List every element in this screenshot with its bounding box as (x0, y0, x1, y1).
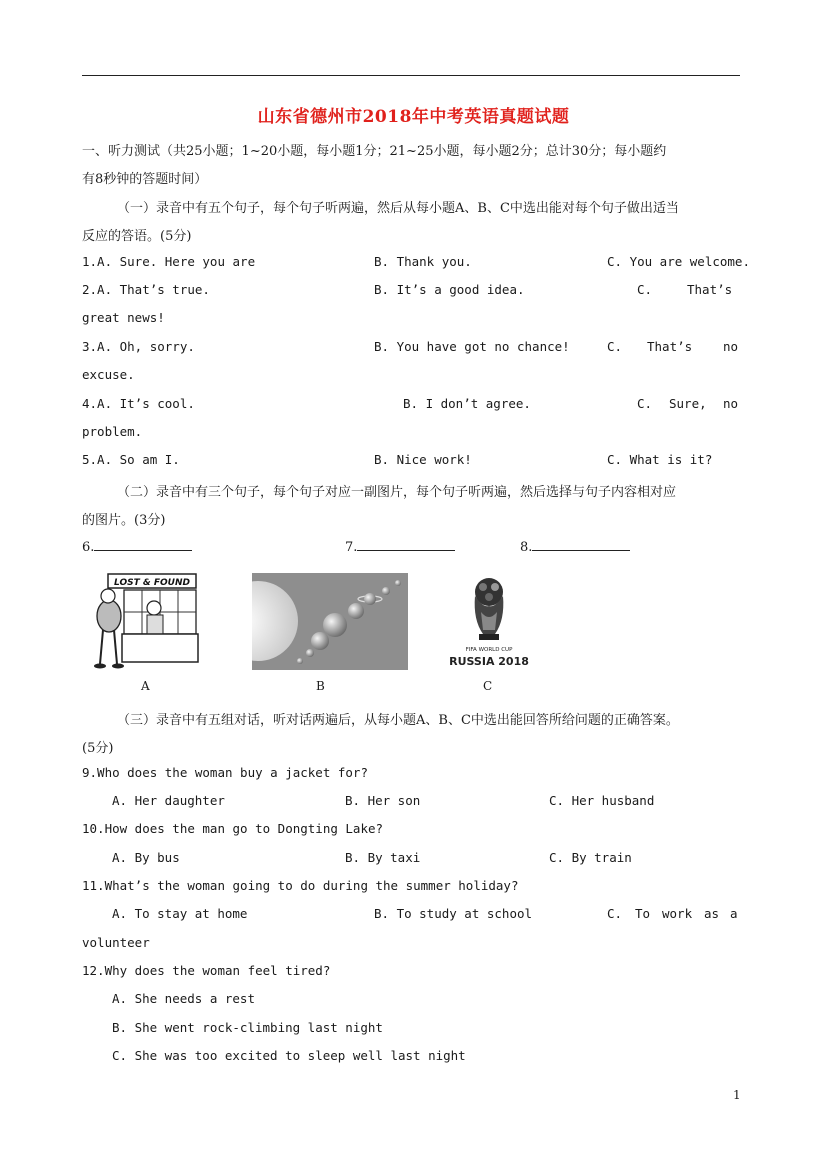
section1-heading-line2: 有8秒钟的答题时间） (82, 172, 208, 187)
q11-option-a: A. To stay at home (112, 906, 248, 921)
q10-option-a: A. By bus (112, 850, 180, 865)
picture-c-world-cup-logo (443, 572, 535, 672)
picture-c-label: C (483, 679, 493, 693)
q10-option-c: C. By train (549, 850, 632, 865)
q12-option-c: C. She was too excited to sleep well last night (112, 1048, 466, 1063)
q9-question: 9.Who does the woman buy a jacket for? (82, 765, 368, 780)
part3-instruction-line2: (5分) (82, 741, 114, 756)
q5-option-a: 5.A. So am I. (82, 452, 180, 467)
q11-option-c-continued: volunteer (82, 935, 150, 950)
q10-question: 10.How does the man go to Dongting Lake? (82, 821, 384, 836)
q11-option-c-letter: C. (607, 906, 623, 921)
q3-option-b: B. You have got no chance! (374, 339, 570, 354)
q2-option-c-continued: great news! (82, 310, 165, 325)
q3-option-c-word2: no (723, 339, 739, 354)
q4-option-c-word1: Sure, (669, 396, 707, 411)
q11-option-c-word3: as (704, 906, 720, 921)
part3-instruction-line1: （三）录音中有五组对话，听对话两遍后，从每小题A、B、C中选出能回答所给问题的正确答案。 (117, 713, 679, 728)
part2-instruction-line2: 的图片。(3分) (82, 513, 166, 528)
world-cup-logo-caption: FIFA WORLD CUP (465, 647, 513, 653)
q2-option-c-word: That’s (687, 282, 733, 297)
document-title: 山东省德州市2018年中考英语真题试题 (257, 107, 570, 127)
part2-instruction-line1: （二）录音中有三个句子，每个句子对应一副图片，每个句子听两遍，然后选择与句子内容相对应 (117, 485, 677, 500)
q4-option-a: 4.A. It’s cool. (82, 396, 195, 411)
q5-option-b: B. Nice work! (374, 452, 472, 467)
q11-option-c-word1: To (635, 906, 651, 921)
q11-question: 11.What’s the woman going to do during the summer holiday? (82, 878, 519, 893)
q6-answer-blank[interactable]: 6. (82, 538, 192, 555)
q2-option-a: 2.A. That’s true. (82, 282, 210, 297)
page-number: 1 (733, 1088, 741, 1102)
q9-option-b: B. Her son (345, 793, 421, 808)
q10-option-b: B. By taxi (345, 850, 421, 865)
q4-option-c-word2: no (723, 396, 739, 411)
q12-option-a: A. She needs a rest (112, 991, 255, 1006)
q2-option-c-letter: C. (637, 282, 653, 297)
q7-answer-blank[interactable]: 7. (345, 538, 455, 555)
q3-option-c-letter: C. (607, 339, 623, 354)
picture-b-label: B (316, 679, 325, 693)
world-cup-logo-name: RUSSIA 2018 (449, 655, 529, 668)
part1-instruction-line2: 反应的答语。(5分) (82, 229, 192, 244)
q4-option-b: B. I don’t agree. (403, 396, 531, 411)
q1-option-c: C. You are welcome. (607, 254, 750, 269)
q11-option-c-word2: work (662, 906, 693, 921)
q4-option-c-letter: C. (637, 396, 653, 411)
header-rule (82, 75, 740, 76)
picture-b-solar-system (252, 573, 408, 670)
q1-option-a: 1.A. Sure. Here you are (82, 254, 256, 269)
q9-option-a: A. Her daughter (112, 793, 225, 808)
q3-option-c-continued: excuse. (82, 367, 135, 382)
q1-option-b: B. Thank you. (374, 254, 472, 269)
q12-question: 12.Why does the woman feel tired? (82, 963, 331, 978)
q5-option-c: C. What is it? (607, 452, 713, 467)
picture-a-lost-and-found (94, 568, 204, 673)
q11-option-c-word4: a (730, 906, 738, 921)
lost-and-found-sign: LOST & FOUND (114, 578, 190, 588)
q3-option-c-word1: That’s (647, 339, 693, 354)
picture-a-label: A (141, 679, 150, 693)
q12-option-b: B. She went rock-climbing last night (112, 1020, 383, 1035)
q2-option-b: B. It’s a good idea. (374, 282, 525, 297)
q9-option-c: C. Her husband (549, 793, 655, 808)
q8-answer-blank[interactable]: 8. (520, 538, 630, 555)
part1-instruction-line1: （一）录音中有五个句子，每个句子听两遍，然后从每小题A、B、C中选出能对每个句子做出适当 (117, 201, 679, 216)
q11-option-b: B. To study at school (374, 906, 533, 921)
section1-heading-line1: 一、听力测试（共25小题；1~20小题，每小题1分；21~25小题，每小题2分；总计30分；每小题约 (82, 144, 667, 159)
q4-option-c-continued: problem. (82, 424, 143, 439)
q3-option-a: 3.A. Oh, sorry. (82, 339, 195, 354)
